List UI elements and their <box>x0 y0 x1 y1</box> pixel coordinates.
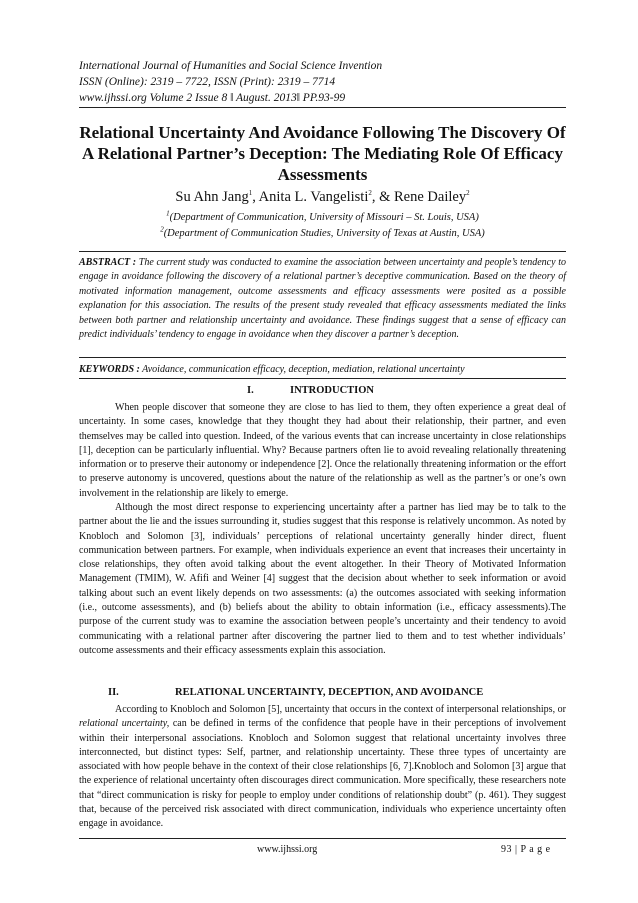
keywords-bottom-divider <box>79 378 566 379</box>
journal-volume: www.ijhssi.org Volume 2 Issue 8 ǁ August. 2013ǁ PP.93-99 <box>79 92 346 104</box>
page-number: 93 | P a g e <box>501 844 551 855</box>
author-1-sup: 1 <box>248 189 253 198</box>
author-2: , Anita L. Vangelisti <box>252 189 369 205</box>
affiliation-1: $^1$(Department of Communication, University of Missouri – St. Louis, USA) <box>166 209 479 223</box>
intro-paragraph-2: Although the most direct response to experiencing uncertainty after a partner has lied may be to talk to the partner about the lie and the issues surrounding it, studies suggest that this response is relatively uncommon. As noted by Knobloch and Solomon [3], individuals’ perceptions of relational uncertainty generally hinder direct, fluent communication between partners. For example, when individuals experience an event that increases their uncertainty in close relationships, they often avoid talking about the event altogether. In their Theory of Motivated Information Management (TMIM), W. Afifi and Weiner [4] suggest that the decision about whether to seek information or avoid talking about such an event likely depends on two assessments: (a) the outcomes associated with seeking information (i.e., outcome assessments), and (b) beliefs about the ability to obtain information (i.e., efficacy assessments).The purpose of the current study was to examine the association between people’s uncertainty and their tendency to avoid communicating with a relational partner after discovering the partner lied to them and to test whether individuals’ outcome assessments and their efficacy assessments explain this association. <box>79 502 566 656</box>
author-3: , & Rene Dailey <box>371 189 467 205</box>
abstract-top-divider <box>79 251 566 252</box>
section-title: INTRODUCTION <box>290 385 375 396</box>
paper-title: Relational Uncertainty And Avoidance Following The Discovery Of A Relational Partner’s Deception: The Mediating Role Of Efficacy Assessments <box>79 123 566 184</box>
keywords-label: KEYWORDS : <box>79 364 140 375</box>
abstract-text: The current study was conducted to examine the association between uncertainty and people’s tendency to engage in avoidance following the discovery of a relational partner’s deceptive communication. Based on the theory of motivated information management, outcome assessments and efficacy assessments were posited as a possible explanation for this association. The results of the present study revealed that efficacy assessments mediated the links between both partner and relationship uncertainty and avoidance. These findings suggest that a sense of efficacy can predict individuals’ tendency to engage in avoidance when they discover a partner’s deception. <box>79 257 566 341</box>
section-number: II. <box>108 687 119 698</box>
affiliations <box>79 210 566 242</box>
journal-issn: ISSN (Online): 2319 – 7722, ISSN (Print): 2319 – 7714 <box>79 76 336 88</box>
intro-paragraph-1: When people discover that someone they are close to has lied to them, they often experience a great deal of uncertainty. In some cases, knowledge that they thought they had about their relationship, their partner, and even themselves may be called into question. Indeed, of the various events that can increase uncertainty in close relationships [1], deception can be particularly influential. Why? Because partners often lie to avoid revealing relationally threatening information or to preserve their autonomy or independence [2]. Once the relationally threatening information or the effort to preserve autonomy is uncovered, questions about the nature of the relationship as well as the partner’s or one’s own involvement in the relationship are likely to emerge. <box>79 402 566 499</box>
keywords <box>79 363 566 377</box>
footer-divider <box>79 838 566 839</box>
author-2-sup: 2 <box>368 189 372 198</box>
section2-paragraph-1: According to Knobloch and Solomon [5], uncertainty that occurs in the context of interpersonal relationships, or relational uncertainty, can be defined in terms of the confidence that people have in their perceptions of involvement within their interpersonal associations. Knobloch and Solomon suggest that relational uncertainty involves three interconnected, but distinct types: Self, partner, and relationship uncertainty. These three types of uncertainty are associated with how people behave in the context of their close relationships [6, 7].Knobloch and Solomon [3] argue that the experience of relational uncertainty often discourages direct communication. More specifically, these researchers note that “direct communication is risky for people to employ under conditions of relationship doubt” (p. 461). They suggest that, because of the perceived risk associated with direct communication, individuals who experience uncertainty often engage in avoidance. <box>79 704 567 830</box>
author-1: Su Ahn Jang <box>175 189 249 205</box>
journal-name: International Journal of Humanities and Social Science Invention <box>79 60 383 72</box>
section-number: I. <box>247 385 254 396</box>
emphasis-term: relational uncertainty, <box>79 718 170 730</box>
footer-website: www.ijhssi.org <box>257 844 318 855</box>
section-heading-introduction <box>79 384 566 398</box>
affiliation-2: $^2$(Department of Communication Studies, University of Texas at Austin, USA) <box>160 225 485 239</box>
abstract-label: ABSTRACT : <box>79 257 137 268</box>
author-list <box>79 188 566 206</box>
header-divider <box>79 107 566 108</box>
section-title: RELATIONAL UNCERTAINTY, DECEPTION, AND AVOIDANCE <box>175 687 484 698</box>
journal-header <box>79 58 569 106</box>
keywords-top-divider <box>79 357 566 358</box>
keywords-text: Avoidance, communication efficacy, deception, mediation, relational uncertainty <box>139 364 465 375</box>
abstract <box>79 256 566 342</box>
section-heading-relational-uncertainty <box>79 686 566 700</box>
author-3-sup: 2 <box>466 189 470 198</box>
